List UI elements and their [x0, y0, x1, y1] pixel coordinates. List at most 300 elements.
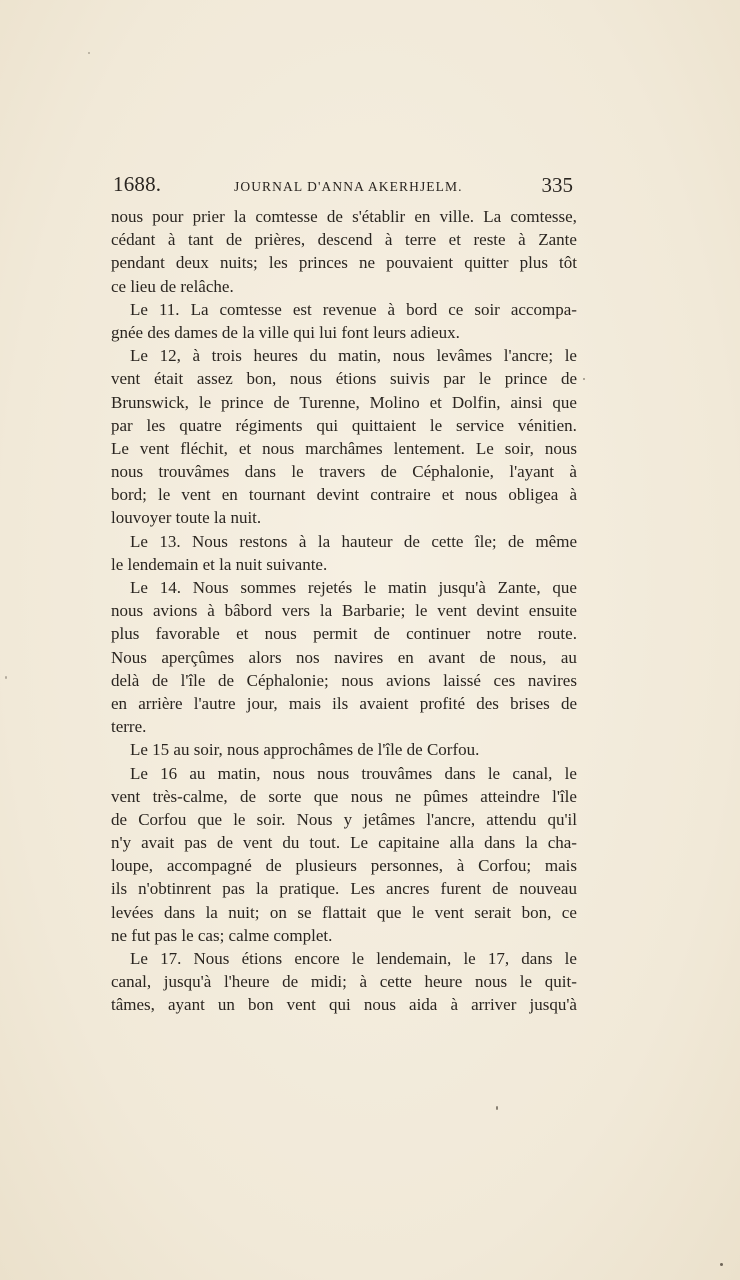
word: bord	[406, 299, 438, 319]
word: n'obtinrent	[138, 879, 212, 899]
text-line	[111, 344, 577, 367]
word: jour,	[246, 693, 278, 713]
word: cédant	[111, 230, 156, 250]
word: vent	[434, 902, 464, 922]
word: 12,	[159, 346, 181, 366]
word: que	[197, 809, 223, 829]
word: aperçûmes	[161, 647, 235, 667]
word: profité	[419, 693, 466, 713]
word: Céphalonie,	[412, 462, 494, 482]
word: les	[268, 253, 288, 273]
word: nous,	[510, 647, 547, 667]
word: favorable	[155, 624, 220, 644]
word: tournant	[248, 485, 306, 505]
word: canal,	[512, 763, 553, 783]
word: la	[317, 531, 331, 551]
word: Le	[130, 949, 148, 968]
word: prier	[192, 207, 225, 226]
word: alors	[248, 647, 282, 667]
word: un	[217, 995, 235, 1015]
word: nous	[465, 485, 498, 505]
word: cette	[379, 972, 412, 992]
word: Le	[130, 346, 148, 366]
word: de	[479, 647, 496, 667]
word: les	[146, 415, 166, 435]
word: de	[273, 392, 290, 412]
word: et	[441, 485, 454, 505]
word: à	[456, 856, 465, 876]
word: prince	[221, 392, 264, 412]
word: reste	[473, 230, 506, 250]
word: canal,	[111, 972, 152, 992]
word: en	[111, 693, 128, 713]
word: vers	[281, 601, 311, 621]
word: sommes	[240, 578, 297, 597]
word: alla	[449, 833, 475, 853]
word: nous	[341, 670, 374, 690]
word: que	[552, 392, 577, 412]
word: Le	[130, 531, 148, 551]
text-line	[111, 669, 577, 692]
word: bord;	[111, 485, 147, 505]
text-line	[111, 414, 577, 437]
word: ayant	[168, 995, 205, 1015]
text-line	[111, 298, 577, 321]
word: Barbarie;	[342, 601, 406, 621]
word: l'heure	[223, 972, 270, 992]
word: Turenne,	[299, 392, 360, 412]
word: à	[298, 531, 307, 551]
text-line	[111, 553, 577, 576]
word: nous	[392, 346, 425, 366]
word: Zante	[538, 230, 577, 250]
word: prince	[504, 369, 548, 389]
word: midi;	[310, 972, 347, 992]
text-line-content: gnée des dames de la ville qui lui font leurs adieux.	[111, 322, 460, 342]
text-line	[111, 599, 577, 622]
word: de	[560, 693, 577, 713]
text-line	[111, 251, 577, 274]
word: au	[560, 647, 577, 667]
word: était	[153, 369, 184, 389]
word: furent	[440, 879, 482, 899]
word: le	[519, 972, 533, 992]
word: soir,	[504, 438, 534, 458]
word: obligea	[508, 485, 559, 505]
text-line	[111, 947, 577, 970]
word: continuer	[406, 624, 471, 644]
word: Le	[475, 438, 494, 458]
running-title: JOURNAL D'ANNA AKERHJELM.	[234, 179, 463, 194]
word: brises	[510, 693, 550, 713]
text-line	[111, 993, 577, 1016]
text-line	[111, 205, 577, 228]
word: matin	[387, 578, 427, 597]
word: travers	[319, 462, 366, 482]
word: dans	[521, 949, 553, 968]
word: de	[508, 531, 525, 551]
word: le	[157, 485, 171, 505]
header-year: 1688.	[113, 172, 162, 196]
word: de	[151, 670, 168, 690]
word: et	[238, 438, 252, 458]
word: vent	[181, 485, 211, 505]
word: l'ancre,	[426, 809, 476, 829]
word: quatre	[179, 415, 222, 435]
word: vénitien.	[517, 415, 577, 435]
word: Les	[350, 879, 375, 899]
word: de	[326, 207, 343, 226]
word: le	[463, 949, 476, 968]
word: Nous	[193, 949, 230, 968]
word: jusqu'à	[438, 578, 486, 597]
word: de	[216, 833, 233, 853]
word: matin,	[217, 763, 261, 783]
text-line	[111, 715, 577, 738]
word: bon	[248, 995, 274, 1015]
word: ils	[111, 879, 128, 899]
word: devint	[476, 601, 519, 621]
word: ensuite	[528, 601, 577, 621]
word: 17.	[160, 949, 182, 968]
word: ne	[395, 786, 412, 806]
word: de	[265, 856, 282, 876]
word: au	[189, 763, 206, 783]
word: pas	[222, 879, 245, 899]
word: l'autre	[193, 693, 236, 713]
word: ainsi	[510, 392, 543, 412]
word: en	[414, 207, 431, 226]
word: Céphalonie;	[246, 670, 329, 690]
word: et	[448, 230, 461, 250]
word: nous	[264, 624, 297, 644]
word: pas	[184, 833, 207, 853]
word: île;	[474, 531, 497, 551]
word: le	[233, 809, 246, 829]
word: encore	[294, 949, 340, 968]
word: 17,	[487, 949, 510, 968]
word: en	[221, 485, 238, 505]
word: attendu	[486, 809, 537, 829]
word: et	[429, 392, 442, 412]
text-line-content: Le 15 au soir, nous approchâmes de l'île de Corfou.	[130, 740, 480, 760]
text-line-content: terre.	[111, 717, 147, 737]
word: l'île	[552, 786, 577, 806]
word: vent	[111, 786, 141, 806]
word: à	[450, 995, 458, 1015]
word: avant	[428, 647, 466, 667]
word: du	[282, 833, 300, 853]
word: jetâmes	[363, 809, 416, 829]
word: nous	[317, 763, 350, 783]
word: descend	[317, 230, 373, 250]
word: étions	[241, 949, 283, 968]
word: le	[429, 415, 443, 435]
word: flattait	[322, 902, 367, 922]
word: que	[376, 902, 402, 922]
word: nous	[544, 438, 577, 458]
word: ville.	[439, 207, 475, 226]
word: la	[233, 207, 247, 226]
word: quit-	[544, 972, 577, 992]
text-line	[111, 877, 577, 900]
word: bâbord	[224, 601, 272, 621]
word: nous	[363, 995, 396, 1015]
text-line	[111, 506, 577, 529]
word: trouvâmes	[158, 462, 230, 482]
word: Molino	[369, 392, 420, 412]
word: suivis	[390, 369, 430, 389]
word: tout.	[309, 833, 341, 853]
word: avions	[386, 670, 431, 690]
word: navires	[527, 670, 577, 690]
text-line	[111, 762, 577, 785]
text-line	[111, 437, 577, 460]
word: le	[291, 462, 304, 482]
word: dans	[444, 763, 476, 783]
word: tâmes,	[111, 995, 155, 1015]
word: plusieurs	[295, 856, 357, 876]
text-line	[111, 391, 577, 414]
word: accompagné	[166, 856, 252, 876]
word: de	[373, 624, 390, 644]
word: heure	[424, 972, 463, 992]
word: de	[240, 786, 257, 806]
word: trouvâmes	[361, 763, 433, 783]
word: nous	[289, 369, 323, 389]
word: nuits;	[220, 253, 258, 273]
word: le	[564, 346, 577, 366]
word: le	[564, 949, 577, 968]
text-line	[111, 367, 577, 390]
word: service	[455, 415, 505, 435]
word: Le	[111, 438, 129, 458]
word: nous	[111, 207, 144, 226]
word: quitter	[464, 253, 509, 273]
text-line	[111, 321, 577, 344]
text-line	[111, 808, 577, 831]
word: à	[207, 601, 215, 621]
word: n'y	[111, 833, 132, 853]
word: s'établir	[352, 207, 406, 226]
word: soir	[474, 299, 500, 319]
word: qui	[316, 415, 339, 435]
word: loupe,	[111, 856, 154, 876]
word: de	[282, 972, 299, 992]
word: l'ayant	[509, 462, 554, 482]
word: 16	[160, 763, 178, 783]
word: levées	[111, 902, 154, 922]
text-line-content: ne fut pas le cas; calme complet.	[111, 925, 333, 945]
word: atteindre	[480, 786, 540, 806]
word: nuit;	[228, 902, 260, 922]
word: par	[443, 369, 466, 389]
word: Corfou	[138, 809, 187, 829]
word: l'ancre;	[503, 346, 554, 366]
word: 11.	[158, 299, 180, 319]
word: ces	[493, 670, 516, 690]
word: lentement.	[393, 438, 465, 458]
word: deux	[175, 253, 209, 273]
word: bon,	[246, 369, 277, 389]
word: cha-	[547, 833, 577, 853]
text-line	[111, 275, 577, 298]
word: est	[292, 299, 312, 319]
word: nous	[111, 462, 144, 482]
word: vent	[243, 833, 273, 853]
running-header	[110, 170, 576, 200]
word: qu'il	[547, 809, 577, 829]
word: y	[343, 809, 353, 829]
word: bon,	[521, 902, 552, 922]
word: 13.	[159, 531, 181, 551]
word: avait	[141, 833, 175, 853]
word: permit	[313, 624, 358, 644]
word: de	[226, 230, 243, 250]
word: ne	[358, 253, 376, 273]
word: de	[380, 462, 397, 482]
word: restons	[239, 531, 288, 551]
word: arriver	[471, 995, 517, 1015]
word: Zante,	[497, 578, 541, 597]
word: tôt	[559, 253, 577, 273]
word: le	[411, 902, 425, 922]
word: nous	[111, 601, 144, 621]
word: quittaient	[351, 415, 417, 435]
word: l'île	[180, 670, 206, 690]
text-line	[111, 483, 577, 506]
word: la	[255, 879, 269, 899]
word: La	[483, 207, 502, 226]
word: marchâmes	[305, 438, 383, 458]
text-line	[111, 646, 577, 669]
word: nous	[262, 438, 295, 458]
word: sorte	[268, 786, 302, 806]
word: nous	[272, 763, 305, 783]
word: le	[351, 949, 365, 968]
word: comtesse	[219, 299, 282, 319]
text-line-content: le lendemain et la nuit suivante.	[111, 554, 328, 574]
word: le	[564, 763, 577, 783]
word: étions	[335, 369, 377, 389]
text-line	[111, 460, 577, 483]
word: Nous	[296, 809, 333, 829]
word: Nous	[192, 531, 228, 551]
word: en	[397, 647, 414, 667]
word: cette	[431, 531, 464, 551]
word: le	[198, 392, 212, 412]
word: nous	[350, 786, 383, 806]
word: Le	[350, 833, 369, 853]
word: 14.	[159, 578, 181, 597]
word: mais	[544, 856, 577, 876]
word: navires	[334, 647, 384, 667]
word: revenue	[322, 299, 377, 319]
word: régiments	[235, 415, 303, 435]
word: lendemain,	[376, 949, 452, 968]
word: soir.	[256, 809, 286, 829]
word: par	[111, 415, 133, 435]
word: la	[319, 601, 333, 621]
word: du	[309, 346, 327, 366]
text-line	[111, 738, 577, 761]
word: à	[192, 346, 200, 366]
word: avions	[152, 601, 198, 621]
word: jusqu'à	[163, 972, 212, 992]
word: vent	[139, 438, 170, 458]
word: accompa-	[510, 299, 577, 319]
word: qui	[328, 995, 351, 1015]
word: notre	[486, 624, 522, 644]
word: ce	[561, 902, 577, 922]
word: heures	[253, 346, 298, 366]
word: delà	[111, 670, 140, 690]
word: dans	[244, 462, 276, 482]
word: route.	[537, 624, 577, 644]
word: assez	[196, 369, 233, 389]
word: jusqu'à	[529, 995, 577, 1015]
word: Brunswick,	[111, 392, 189, 412]
word: princes	[298, 253, 348, 273]
word: fléchit,	[180, 438, 228, 458]
word: aida	[409, 995, 438, 1015]
word: on	[269, 902, 287, 922]
word: à	[384, 230, 393, 250]
word: terre	[405, 230, 437, 250]
word: le	[487, 763, 501, 783]
text-line-content: louvoyer toute la nuit.	[111, 508, 262, 528]
word: levâmes	[436, 346, 493, 366]
word: hauteur	[341, 531, 393, 551]
word: que	[552, 578, 577, 597]
text-line	[111, 228, 577, 251]
text-line	[111, 692, 577, 715]
word: capitaine	[378, 833, 440, 853]
word: nouveau	[519, 879, 577, 899]
page-number: 335	[541, 173, 573, 197]
word: Nous	[192, 578, 229, 597]
text-line	[111, 970, 577, 993]
word: pouvaient	[386, 253, 454, 273]
word: nous	[474, 972, 508, 992]
word: arrière	[138, 693, 183, 713]
word: matin,	[338, 346, 382, 366]
word: vent	[111, 369, 141, 389]
word: tant	[187, 230, 214, 250]
text-line	[111, 854, 577, 877]
word: Le	[130, 763, 148, 783]
text-line	[111, 901, 577, 924]
word: rejetés	[307, 578, 353, 597]
word: des	[476, 693, 499, 713]
text-line	[111, 785, 577, 808]
word: vent	[286, 995, 316, 1015]
word: dans	[484, 833, 516, 853]
word: la	[525, 833, 538, 853]
word: mais	[288, 693, 321, 713]
word: le	[363, 578, 377, 597]
word: à	[569, 462, 577, 482]
text-line	[111, 622, 577, 645]
text-line	[111, 530, 577, 553]
word: le	[415, 601, 428, 621]
text-line	[111, 576, 577, 599]
word: laissé	[443, 670, 481, 690]
word: Le	[130, 578, 148, 597]
word: comtesse	[255, 207, 318, 226]
word: à	[387, 299, 396, 319]
word: trois	[211, 346, 242, 366]
